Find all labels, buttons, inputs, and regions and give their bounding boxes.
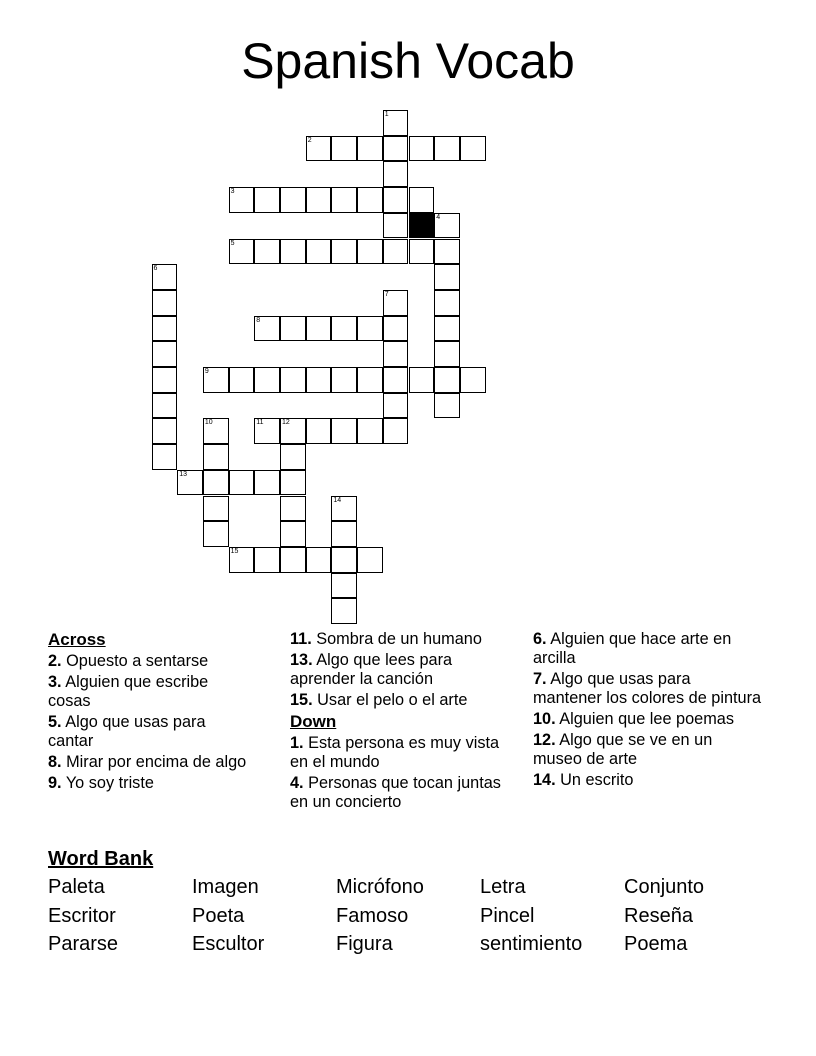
grid-cell[interactable] bbox=[152, 418, 178, 444]
grid-cell[interactable] bbox=[306, 367, 332, 393]
word-bank-word: Poeta bbox=[192, 905, 245, 927]
word-bank-word: sentimiento bbox=[480, 933, 583, 955]
grid-cell[interactable] bbox=[306, 136, 332, 162]
clue-number: 12 bbox=[282, 419, 290, 427]
grid-cell[interactable] bbox=[383, 187, 409, 213]
grid-cell[interactable] bbox=[254, 316, 280, 342]
clue bbox=[533, 670, 763, 708]
grid-cell[interactable] bbox=[229, 367, 255, 393]
grid-cell[interactable] bbox=[434, 367, 460, 393]
grid-cell[interactable] bbox=[383, 161, 409, 187]
clue-number: 15 bbox=[230, 547, 239, 555]
clue-number-label: 11. bbox=[290, 630, 312, 648]
clue bbox=[533, 731, 763, 769]
clue-number-label: 4. bbox=[290, 774, 304, 792]
clue-number-label: 13. bbox=[290, 651, 313, 669]
grid-cell[interactable] bbox=[229, 470, 255, 496]
clue-number-label: 10. bbox=[533, 710, 556, 728]
black-cell bbox=[409, 213, 435, 239]
grid-cell[interactable] bbox=[203, 470, 229, 496]
grid-cell[interactable] bbox=[203, 418, 229, 444]
grid-cell[interactable] bbox=[331, 367, 357, 393]
grid-cell[interactable] bbox=[434, 393, 460, 419]
grid-cell[interactable] bbox=[306, 239, 332, 265]
clue-number-label: 2. bbox=[48, 652, 62, 670]
grid-cell[interactable] bbox=[203, 521, 229, 547]
grid-cell[interactable] bbox=[331, 496, 357, 522]
grid-cell[interactable] bbox=[434, 136, 460, 162]
word-bank-word: Pincel bbox=[480, 905, 535, 927]
grid-cell[interactable] bbox=[152, 444, 178, 470]
grid-cell[interactable] bbox=[306, 547, 332, 573]
grid-cell[interactable] bbox=[280, 418, 306, 444]
grid-cell[interactable] bbox=[331, 316, 357, 342]
clue bbox=[48, 652, 248, 671]
clue bbox=[290, 774, 505, 812]
grid-cell[interactable] bbox=[434, 264, 460, 290]
clue-number: 11 bbox=[256, 419, 264, 427]
clue-text: Algo que usas para cantar bbox=[48, 713, 206, 750]
clue-number: 10 bbox=[204, 419, 213, 427]
grid-cell[interactable] bbox=[254, 367, 280, 393]
clue-text: Esta persona es muy vista en el mundo bbox=[290, 734, 500, 771]
clue-text: Algo que usas para mantener los colores de pintura bbox=[533, 670, 762, 707]
grid-cell[interactable] bbox=[306, 187, 332, 213]
grid-cell[interactable] bbox=[280, 367, 306, 393]
grid-cell[interactable] bbox=[383, 316, 409, 342]
clue bbox=[533, 710, 763, 729]
grid-cell[interactable] bbox=[357, 418, 383, 444]
grid-cell[interactable] bbox=[409, 187, 435, 213]
grid-cell[interactable] bbox=[280, 316, 306, 342]
clue-text: Usar el pelo o el arte bbox=[312, 691, 468, 709]
grid-cell[interactable] bbox=[460, 136, 486, 162]
word-bank-word: Escultor bbox=[192, 933, 265, 955]
clue-number-label: 5. bbox=[48, 713, 62, 731]
grid-cell[interactable] bbox=[152, 367, 178, 393]
grid-cell[interactable] bbox=[331, 547, 357, 573]
clue-number: 4 bbox=[436, 213, 441, 221]
clue-number-label: 14. bbox=[533, 771, 556, 789]
grid-cell[interactable] bbox=[409, 239, 435, 265]
grid-cell[interactable] bbox=[383, 290, 409, 316]
grid-cell[interactable] bbox=[357, 316, 383, 342]
grid-cell[interactable] bbox=[409, 367, 435, 393]
word-bank-word: Conjunto bbox=[624, 876, 705, 898]
page-title: Spanish Vocab bbox=[241, 33, 575, 89]
clue bbox=[533, 771, 763, 790]
grid-cell[interactable] bbox=[460, 367, 486, 393]
clue-number: 9 bbox=[204, 368, 209, 375]
grid-cell[interactable] bbox=[331, 598, 357, 624]
grid-cell[interactable] bbox=[152, 393, 178, 419]
grid-cell[interactable] bbox=[203, 444, 229, 470]
clue-text: Algo que se ve en un museo de arte bbox=[533, 731, 713, 768]
clue-text: Yo soy triste bbox=[61, 774, 154, 792]
grid-cell[interactable] bbox=[331, 573, 357, 599]
grid-cell[interactable] bbox=[203, 496, 229, 522]
clue-column-2 bbox=[290, 630, 505, 814]
grid-cell[interactable] bbox=[152, 264, 178, 290]
clue bbox=[290, 630, 505, 649]
grid-cell[interactable] bbox=[229, 239, 255, 265]
grid-cell[interactable] bbox=[383, 239, 409, 265]
grid-cell[interactable] bbox=[152, 341, 178, 367]
clue-text: Alguien que escribe cosas bbox=[48, 673, 209, 710]
grid-cell[interactable] bbox=[331, 136, 357, 162]
clue-number: 13 bbox=[179, 470, 187, 478]
grid-cell[interactable] bbox=[152, 316, 178, 342]
clue-number-label: 8. bbox=[48, 753, 62, 771]
grid-cell[interactable] bbox=[357, 367, 383, 393]
word-bank-word: Pararse bbox=[48, 933, 119, 955]
grid-cell[interactable] bbox=[229, 187, 255, 213]
clue-column-3 bbox=[533, 630, 763, 792]
clue bbox=[48, 753, 248, 772]
word-bank-word: Escritor bbox=[48, 905, 116, 927]
clue-number: 8 bbox=[256, 316, 261, 324]
grid-cell[interactable] bbox=[280, 444, 306, 470]
grid-cell[interactable] bbox=[434, 213, 460, 239]
grid-cell[interactable] bbox=[331, 239, 357, 265]
clue-text: Personas que tocan juntas en un concierto bbox=[290, 774, 501, 811]
grid-cell[interactable] bbox=[254, 547, 280, 573]
grid-cell[interactable] bbox=[254, 418, 280, 444]
clue-number: 5 bbox=[230, 239, 235, 247]
word-bank-word: Micrófono bbox=[336, 876, 424, 898]
clue-number: 7 bbox=[384, 290, 389, 298]
clue-number: 14 bbox=[333, 496, 342, 504]
across-heading: Across bbox=[48, 630, 106, 649]
grid-cell[interactable] bbox=[280, 496, 306, 522]
clue bbox=[290, 734, 505, 772]
grid-cell[interactable] bbox=[280, 187, 306, 213]
grid-cell[interactable] bbox=[434, 290, 460, 316]
grid-cell[interactable] bbox=[357, 136, 383, 162]
grid-cell[interactable] bbox=[434, 341, 460, 367]
clue bbox=[48, 673, 248, 711]
grid-cell[interactable] bbox=[434, 316, 460, 342]
clue-number: 3 bbox=[230, 188, 235, 196]
clue-column-1 bbox=[48, 630, 248, 795]
grid-cell[interactable] bbox=[383, 136, 409, 162]
grid-cell[interactable] bbox=[357, 239, 383, 265]
grid-cell[interactable] bbox=[280, 521, 306, 547]
clue-number-label: 1. bbox=[290, 734, 304, 752]
clue-number-label: 12. bbox=[533, 731, 556, 749]
word-bank-word: Figura bbox=[336, 933, 393, 955]
grid-cell[interactable] bbox=[331, 187, 357, 213]
word-bank-title: Word Bank bbox=[48, 848, 154, 870]
grid-cell[interactable] bbox=[331, 418, 357, 444]
grid-cell[interactable] bbox=[331, 521, 357, 547]
grid-cell[interactable] bbox=[280, 547, 306, 573]
clue-number-label: 7. bbox=[533, 670, 547, 688]
grid-cell[interactable] bbox=[357, 187, 383, 213]
clue-number-label: 9. bbox=[48, 774, 62, 792]
grid-cell[interactable] bbox=[306, 418, 332, 444]
clue-number: 6 bbox=[153, 265, 158, 273]
clue-number-label: 15. bbox=[290, 691, 313, 709]
clue-text: Sombra de un humano bbox=[311, 630, 482, 648]
word-bank-word: Poema bbox=[624, 933, 688, 955]
grid-cell[interactable] bbox=[434, 239, 460, 265]
grid-cell[interactable] bbox=[383, 418, 409, 444]
clue-text: Algo que lees para aprender la canción bbox=[290, 651, 453, 688]
down-heading: Down bbox=[290, 712, 337, 731]
clue bbox=[48, 774, 248, 793]
clue-text: Alguien que hace arte en arcilla bbox=[533, 630, 732, 667]
clue-text: Mirar por encima de algo bbox=[61, 753, 247, 771]
word-bank-word: Letra bbox=[480, 876, 526, 898]
grid-cell[interactable] bbox=[254, 187, 280, 213]
clue-number: 2 bbox=[307, 136, 312, 144]
word-bank-word: Reseña bbox=[624, 905, 693, 927]
grid-cell[interactable] bbox=[229, 547, 255, 573]
grid-cell[interactable] bbox=[383, 367, 409, 393]
word-bank-word: Paleta bbox=[48, 876, 105, 898]
grid-cell[interactable] bbox=[152, 290, 178, 316]
grid-cell[interactable] bbox=[280, 239, 306, 265]
clue bbox=[48, 713, 248, 751]
grid-cell[interactable] bbox=[383, 341, 409, 367]
word-bank-word: Imagen bbox=[192, 876, 259, 898]
clue-text: Alguien que lee poemas bbox=[555, 710, 734, 728]
clue-number-label: 3. bbox=[48, 673, 62, 691]
clue-number: 1 bbox=[384, 111, 389, 118]
grid-cell[interactable] bbox=[203, 367, 229, 393]
grid-cell[interactable] bbox=[280, 470, 306, 496]
word-bank-word: Famoso bbox=[336, 905, 409, 927]
grid-cell[interactable] bbox=[383, 110, 409, 136]
grid-cell[interactable] bbox=[177, 470, 203, 496]
clue bbox=[533, 630, 763, 668]
clue-text: Un escrito bbox=[555, 771, 634, 789]
grid-cell[interactable] bbox=[254, 470, 280, 496]
clue-text: Opuesto a sentarse bbox=[61, 652, 209, 670]
grid-cell[interactable] bbox=[383, 213, 409, 239]
clue-number-label: 6. bbox=[533, 630, 547, 648]
clue bbox=[290, 651, 505, 689]
grid-cell[interactable] bbox=[306, 316, 332, 342]
grid-cell[interactable] bbox=[409, 136, 435, 162]
grid-cell[interactable] bbox=[254, 239, 280, 265]
grid-cell[interactable] bbox=[383, 393, 409, 419]
clue bbox=[290, 691, 505, 710]
grid-cell[interactable] bbox=[357, 547, 383, 573]
